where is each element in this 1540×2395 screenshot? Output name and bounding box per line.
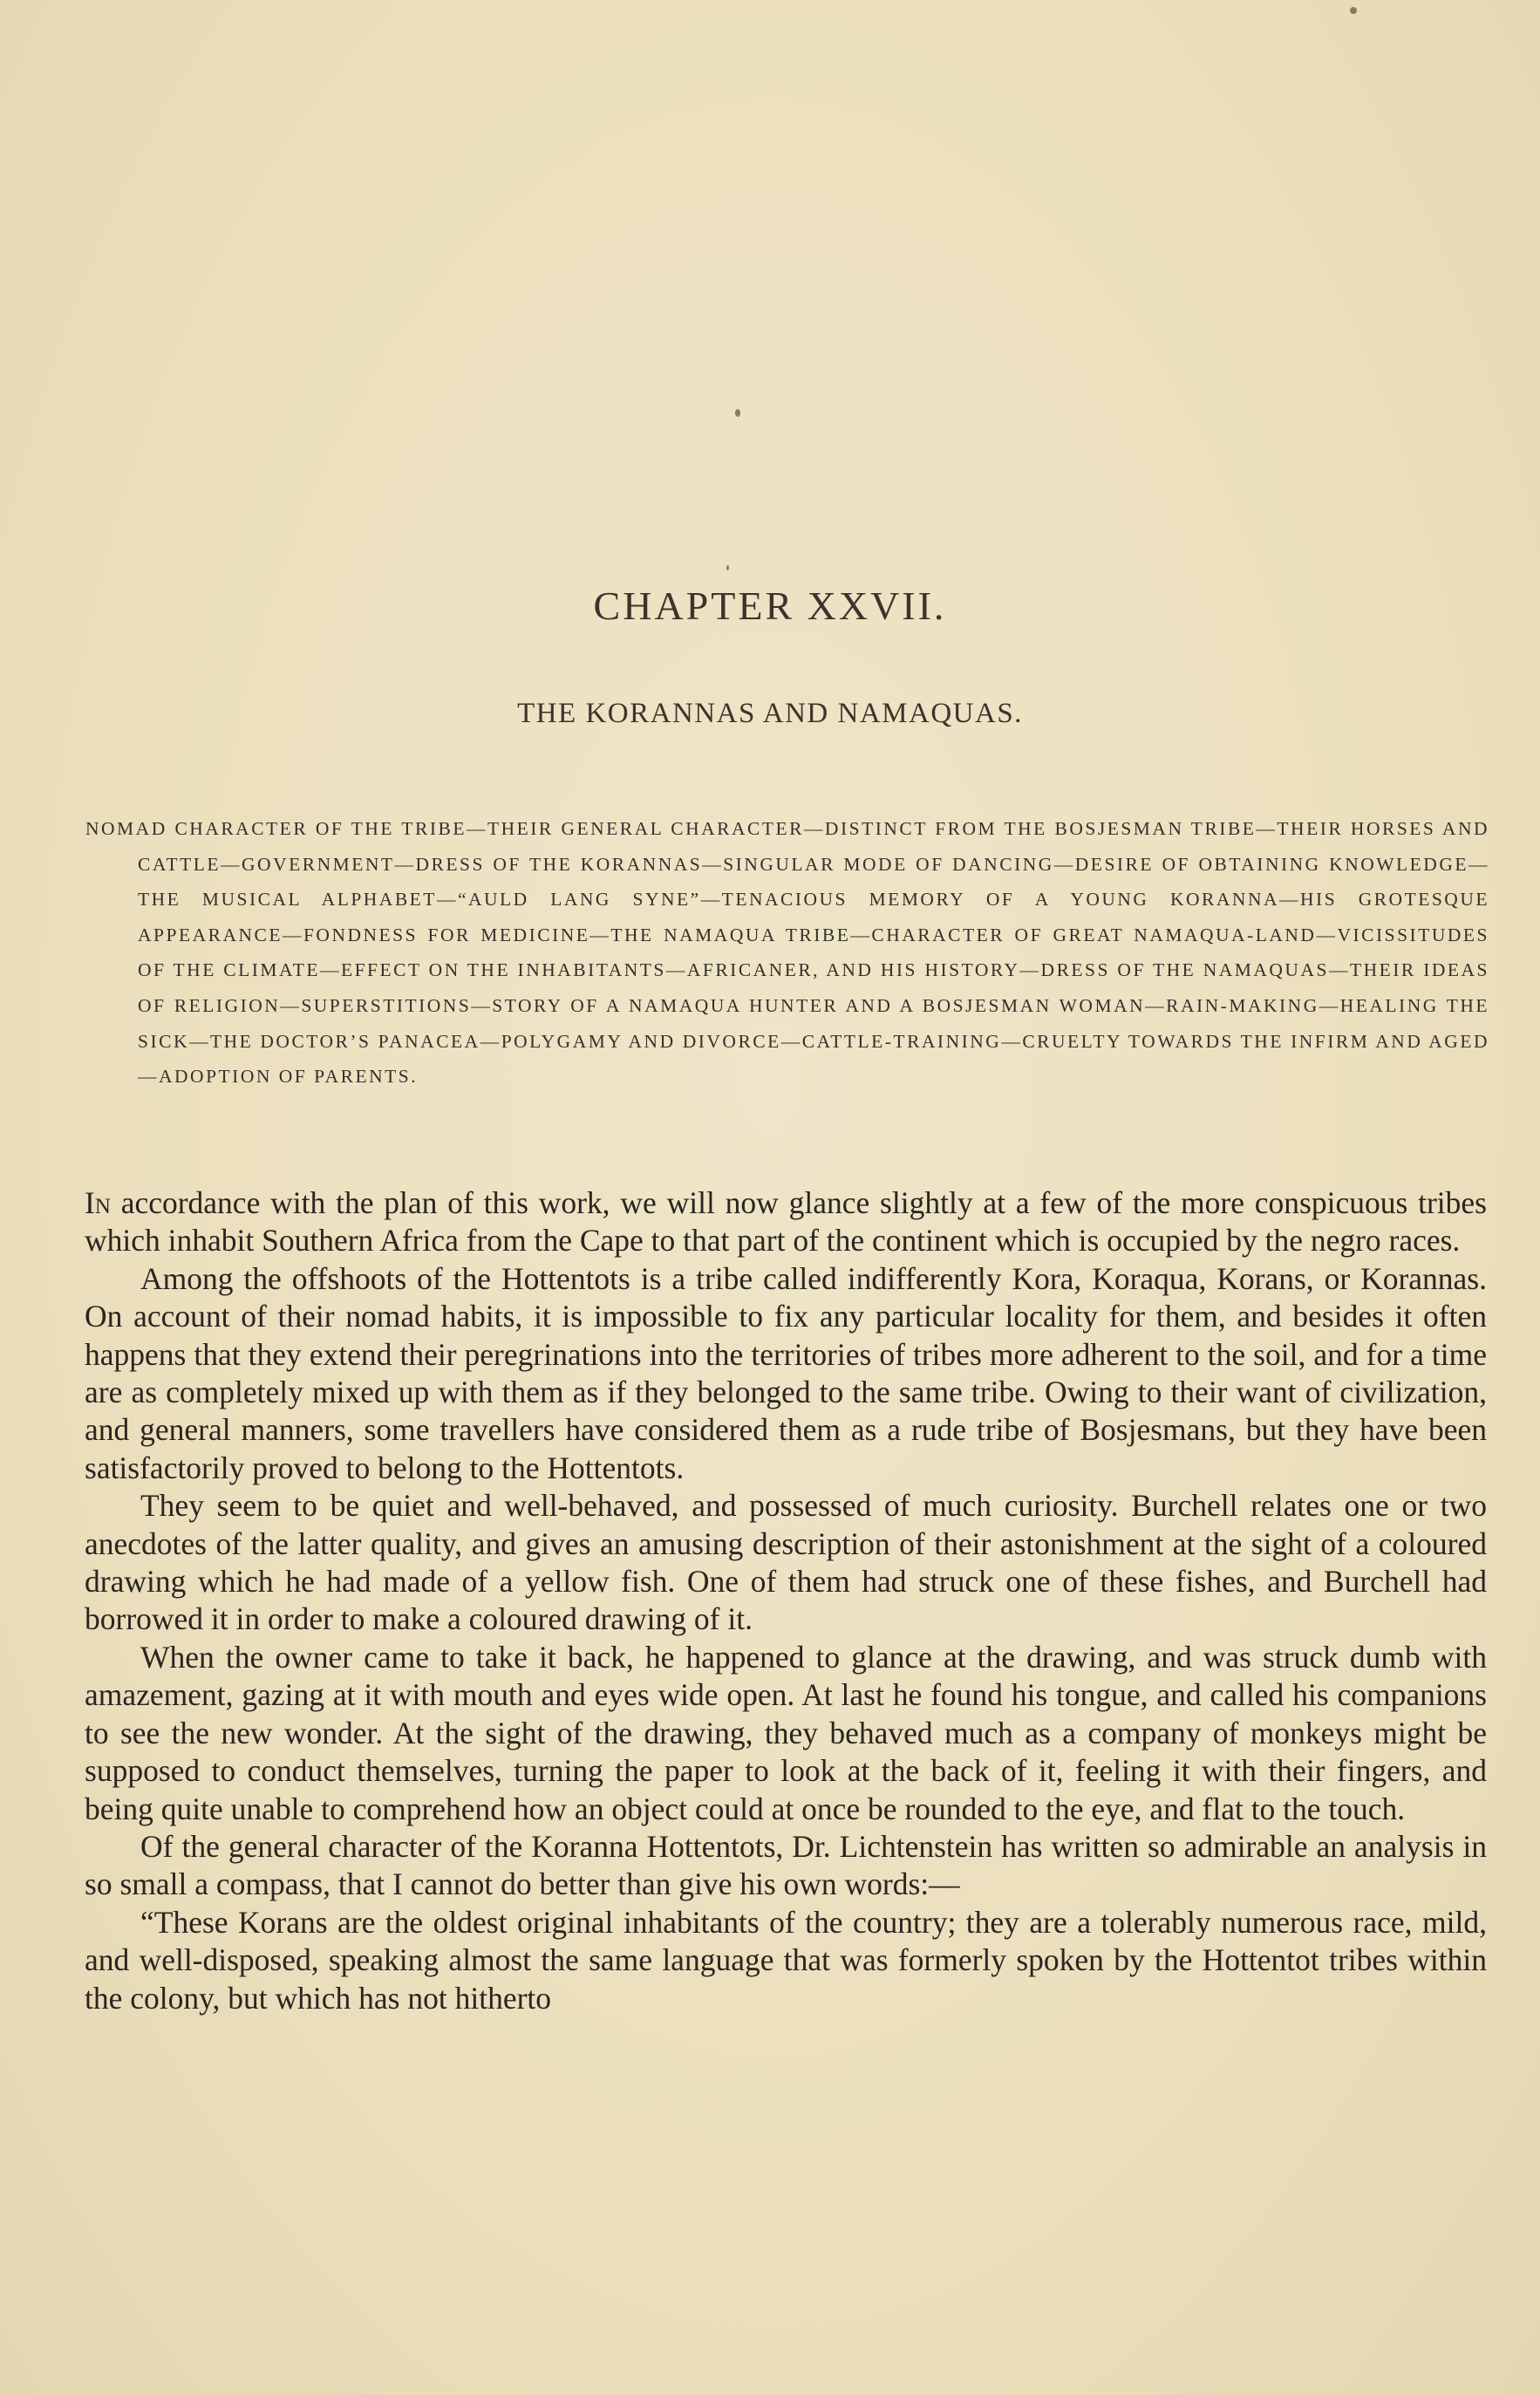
paper-speck xyxy=(735,409,740,417)
paragraph-3: They seem to be quiet and well-behaved, and possessed of much curiosity. Burchell relates one or two anecdotes of the latter quality, and gives an amusing description of their astonishment at the sight of a coloured drawing which he had made of a yellow fish. One of them had struck one of these fishes, and Burchell had borrowed it in order to make a coloured drawing of it. xyxy=(85,1488,1487,1637)
paragraph-5: Of the general character of the Koranna Hottentots, Dr. Lichtenstein has written so admirable an analysis in so small a compass, that I cannot do better than give his own words:— xyxy=(85,1828,1487,1902)
chapter-title: CHAPTER XXVII. xyxy=(593,583,947,628)
paper-speck xyxy=(726,565,729,570)
chapter-subtitle: THE KORANNAS AND NAMAQUAS. xyxy=(517,698,1023,729)
paragraph-1-text: accordance with the plan of this work, we will now glance slightly at a few of the more conspicuous tribes which inhabit Southern Africa from the Cape to that part of the continent which is occupied by the negro races. xyxy=(85,1185,1487,1259)
paragraph-1 xyxy=(85,1184,1487,1260)
paragraph-4: When the owner came to take it back, he happened to glance at the drawing, and was struck dumb with amazement, gazing at it with mouth and eyes wide open. At last he found his tongue, and called his companions to see the new wonder. At the sight of the drawing, they behaved much as a company of monkeys might be supposed to conduct themselves, turning the paper to look at the back of it, feeling it with their fingers, and being quite unable to comprehend how an object could at once be rounded to the eye, and flat to the touch. xyxy=(85,1639,1487,1826)
body-text xyxy=(85,1184,1487,2017)
paper-speck xyxy=(1350,7,1357,14)
paragraph-2: Among the offshoots of the Hottentots is a tribe called indifferently Kora, Koraqua, Korans, or Korannas. On account of their nomad habits, it is impossible to fix any particular locality for them, and besides it often happens that they extend their peregrinations into the territories of tribes more adherent to the soil, and for a time are as completely mixed up with them as if they belonged to the same tribe. Owing to their want of civilization, and general manners, some travellers have considered them as a rude tribe of Bosjesmans, but they have been satisfactorily proved to belong to the Hottentots. xyxy=(85,1260,1487,1485)
paragraph-1-lead: In xyxy=(85,1185,111,1220)
chapter-summary: NOMAD CHARACTER OF THE TRIBE—THEIR GENERAL CHARACTER—DISTINCT FROM THE BOSJESMAN TRIBE—THEIR HORSES AND CATTLE—GOVERNMENT—DRESS OF THE KORANNAS—SINGULAR MODE OF DANCING—DESIRE OF OBTAINING KNOWLEDGE—THE MUSICAL ALPHABET—“AULD LANG SYNE”—TENACIOUS MEMORY OF A YOUNG KORANNA—HIS GROTESQUE APPEARANCE—FONDNESS FOR MEDICINE—THE NAMAQUA TRIBE—CHARACTER OF GREAT NAMAQUA-LAND—VICISSITUDES OF THE CLIMATE—EFFECT ON THE INHABITANTS—AFRICANER, AND HIS HISTORY—DRESS OF THE NAMAQUAS—THEIR IDEAS OF RELIGION—SUPERSTITIONS—STORY OF A NAMAQUA HUNTER AND A BOSJESMAN WOMAN—RAIN-MAKING—HEALING THE SICK—THE DOCTOR’S PANACEA—POLYGAMY AND DIVORCE—CATTLE-TRAINING—CRUELTY TOWARDS THE INFIRM AND AGED—ADOPTION OF PARENTS. xyxy=(85,818,1489,1088)
paragraph-6: “These Korans are the oldest original inhabitants of the country; they are a tolerably numerous race, mild, and well-disposed, speaking almost the same language that was formerly spoken by the Hottentot tribes within the colony, but which has not hitherto xyxy=(85,1904,1487,2016)
